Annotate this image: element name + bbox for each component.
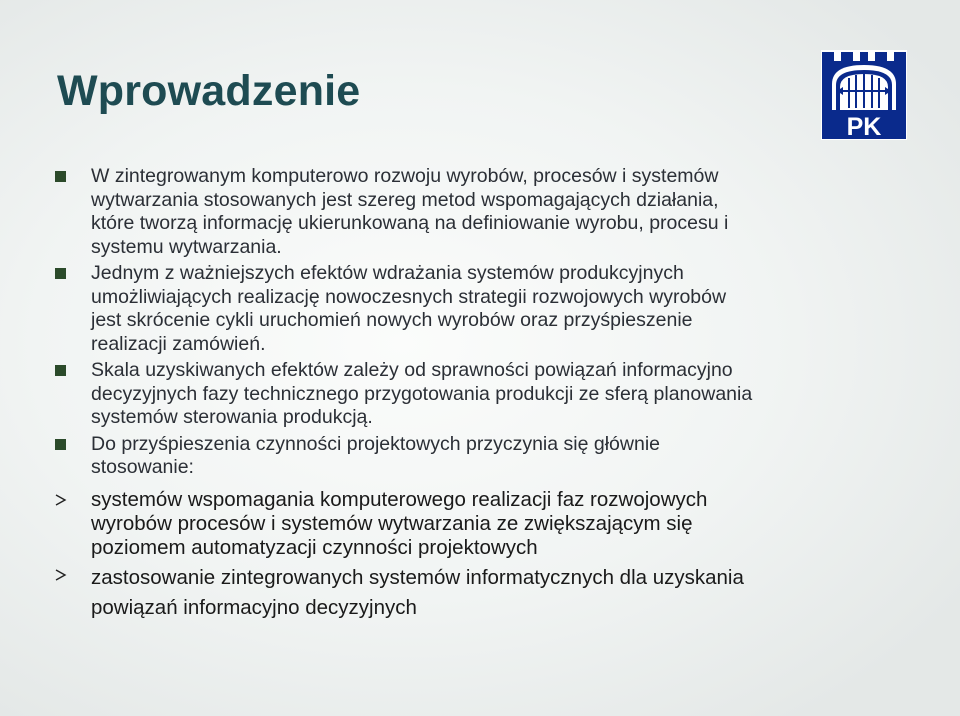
list-item-line: systemów wspomagania komputerowego realizacji faz rozwojowych — [91, 487, 708, 511]
list-item-line: poziomem automatyzacji czynności projektowych — [91, 535, 538, 559]
list-item — [55, 165, 915, 259]
list-item-line: Skala uzyskiwanych efektów zależy od sprawności powiązań informacyjno — [91, 359, 733, 381]
list-item-line: Do przyśpieszenia czynności projektowych przyczynia się głównie — [91, 432, 660, 455]
logo-text: PK — [846, 113, 882, 140]
square-bullet-icon — [55, 171, 66, 182]
list-item-line: zastosowanie zintegrowanych systemów informatycznych dla uzyskania — [91, 565, 744, 589]
list-item-line: które tworzą informację ukierunkowaną na definiowanie wyrobu, procesu i — [91, 212, 729, 234]
list-item — [55, 488, 915, 560]
list-item — [55, 433, 915, 480]
list-item-line: systemu wytwarzania. — [91, 235, 282, 258]
list-item-line: jest skrócenie cykli uruchomień nowych wyrobów oraz przyśpieszenie — [91, 309, 693, 331]
list-item-line: wyrobów procesów i systemów wytwarzania ze zwiększającym się — [91, 511, 693, 535]
list-item-line: realizacji zamówień. — [91, 332, 266, 355]
square-bullet-icon — [55, 268, 66, 279]
slide-title: Wprowadzenie — [57, 67, 361, 115]
list-item-line: decyzyjnych fazy technicznego przygotowania produkcji ze sferą planowania — [91, 382, 753, 405]
list-item — [55, 262, 915, 356]
arrow-bullet-icon — [55, 569, 67, 581]
list-item — [55, 359, 915, 430]
arrow-bullet-icon — [55, 494, 67, 506]
bullet-list — [55, 165, 915, 623]
square-bullet-icon — [55, 365, 66, 376]
list-item-line: powiązań informacyjno decyzyjnych — [91, 595, 417, 619]
square-bullet-icon — [55, 439, 66, 450]
list-item-line: systemów sterowania produkcją. — [91, 406, 373, 428]
list-item-line: stosowanie: — [91, 456, 194, 478]
list-item-line: wytwarzania stosowanych jest szereg metod wspomagających działania, — [91, 188, 719, 211]
list-item-line: Jednym z ważniejszych efektów wdrażania systemów produkcyjnych — [91, 262, 684, 284]
list-item — [55, 563, 915, 623]
list-item-line: W zintegrowanym komputerowo rozwoju wyrobów, procesów i systemów — [91, 165, 719, 187]
list-item-line: umożliwiających realizację nowoczesnych strategii rozwojowych wyrobów — [91, 285, 727, 308]
university-logo-icon — [821, 50, 907, 140]
